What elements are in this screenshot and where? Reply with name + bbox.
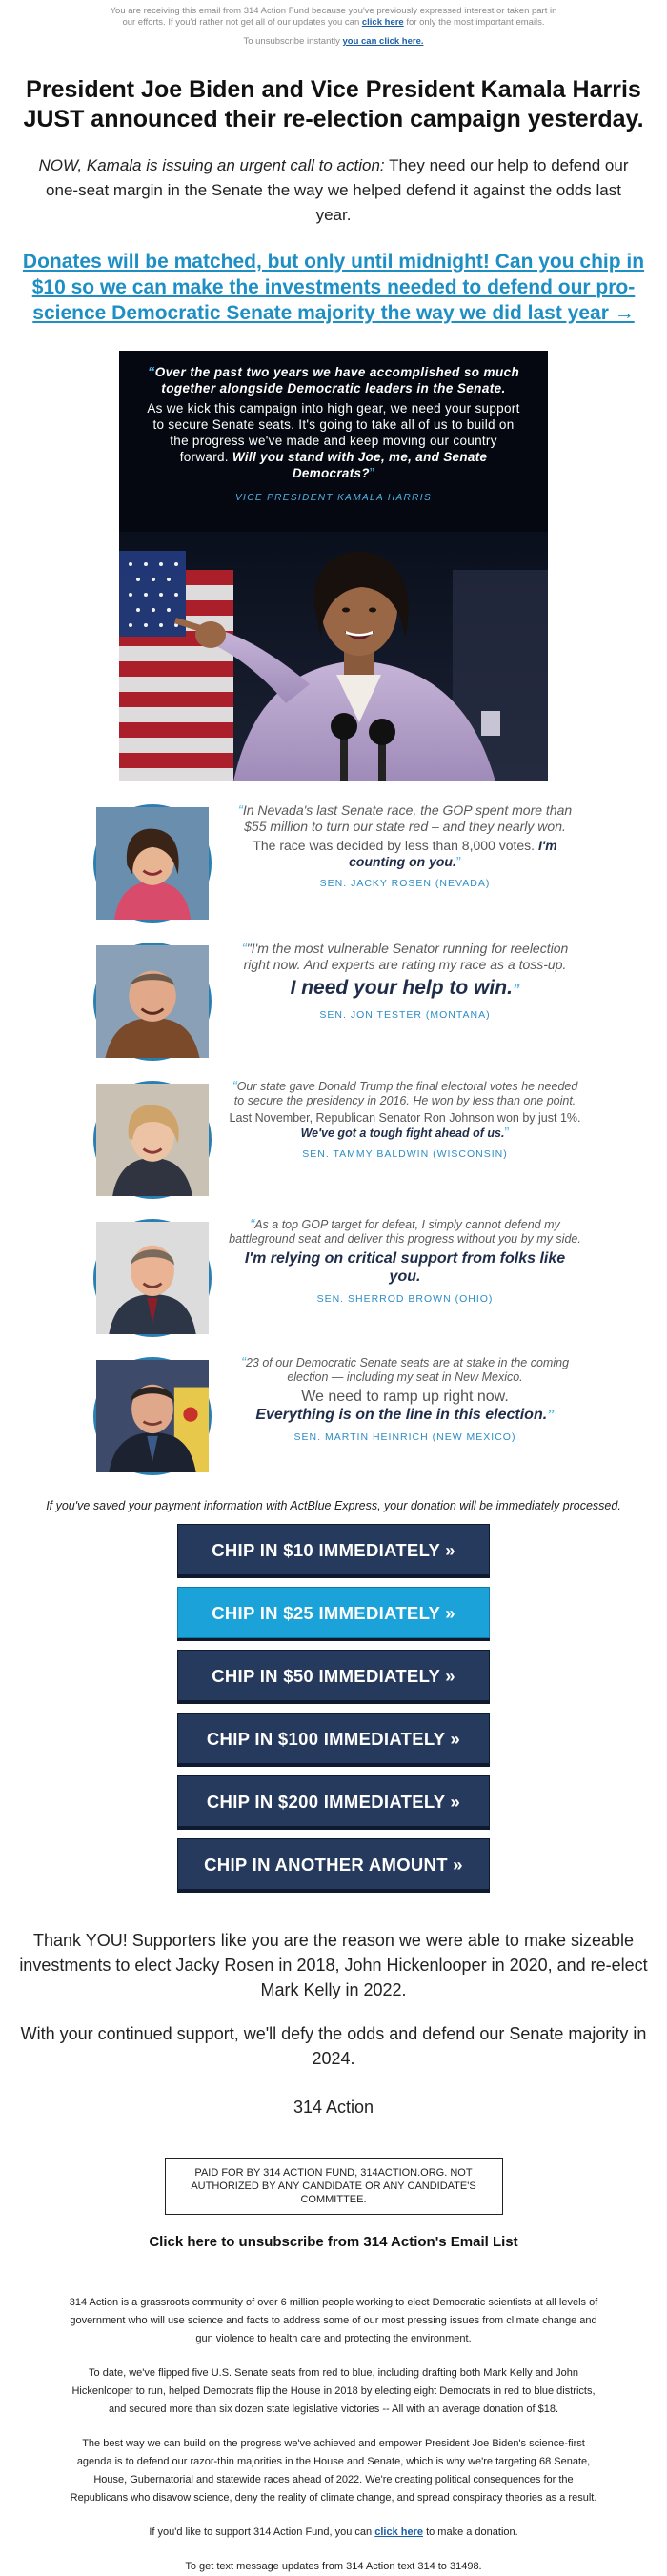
brown-quote bbox=[229, 1217, 581, 1305]
heinrich-attribution: SEN. MARTIN HEINRICH (NEW MEXICO) bbox=[293, 1431, 516, 1443]
open-quote-icon: “ bbox=[147, 364, 155, 380]
american-flag bbox=[119, 551, 233, 781]
heinrich-quote-1: 23 of our Democratic Senate seats are at stake in the coming election — including my seat in New Mexico. bbox=[245, 1356, 570, 1384]
thank-you-paragraph: Thank YOU! Supporters like you are the reason we were able to make sizeable investments to elect Jacky Rosen in 2018, John Hickenlooper in 2020, and re-elect Mark Kelly in 2022. bbox=[19, 1931, 648, 1999]
tester-attribution: SEN. JON TESTER (MONTANA) bbox=[319, 1009, 491, 1021]
footer-about: 314 Action is a grassroots community of over 6 million people working to elect Democratic scientists at all levels of government who will use science and facts to address some of our most pressing issues from climate change and gun violence to health care and protecting the environment. bbox=[69, 2297, 598, 2344]
baldwin-attribution: SEN. TAMMY BALDWIN (WISCONSIN) bbox=[302, 1148, 508, 1160]
paid-for-disclaimer: PAID FOR BY 314 ACTION FUND, 314ACTION.ORG. NOT AUTHORIZED BY ANY CANDIDATE OR ANY CANDIDATE'S COMMITTEE. bbox=[165, 2158, 503, 2215]
intro-paragraph bbox=[0, 153, 667, 228]
brown-quote-1: As a top GOP target for defeat, I simply cannot defend my battleground seat and deliver this progress without you by my side. bbox=[229, 1218, 581, 1246]
open-quote-icon: “ bbox=[240, 1354, 246, 1370]
rosen-quote bbox=[229, 802, 581, 889]
baldwin-quote-2: Last November, Republican Senator Ron Johnson won by just 1%. bbox=[229, 1111, 581, 1125]
baldwin-photo bbox=[93, 1081, 212, 1199]
heinrich-quote-big: Everything is on the line in this election.” bbox=[255, 1407, 555, 1423]
heinrich-quote-2: We need to ramp up right now. bbox=[301, 1389, 509, 1405]
headline: President Joe Biden and Vice President Kamala Harris JUST announced their re-election campaign yesterday. bbox=[23, 76, 644, 132]
rosen-quote-1: In Nevada's last Senate race, the GOP spent more than $55 million to turn our state red – and they nearly won. bbox=[242, 802, 573, 834]
preheader-text: You are receiving this email from 314 Action Fund because you've previously expressed interest or taken part in our efforts. If you'd rather not get all of our updates you can bbox=[110, 6, 557, 28]
preheader bbox=[0, 0, 667, 29]
close-quote-icon: ” bbox=[512, 982, 520, 998]
rosen-photo bbox=[93, 804, 212, 923]
heinrich-quote bbox=[229, 1355, 581, 1443]
rosen-attribution: SEN. JACKY ROSEN (NEVADA) bbox=[319, 878, 491, 889]
preheader-suffix: for only the most important emails. bbox=[406, 17, 545, 28]
donate-cta-link[interactable]: Donates will be matched, but only until midnight! Can you chip in $10 so we can make the investments needed to defend our pro-science Democratic Senate majority the way we did last year → bbox=[22, 251, 645, 324]
brown-attribution: SEN. SHERROD BROWN (OHIO) bbox=[316, 1293, 494, 1305]
hero-attribution: VICE PRESIDENT KAMALA HARRIS bbox=[234, 493, 433, 503]
baldwin-quote-1: Our state gave Donald Trump the final electoral votes he needed to secure the presidency in 2016. He won by less than one point. bbox=[233, 1080, 578, 1107]
tester-photo bbox=[93, 943, 212, 1061]
intro-body: They need our help to defend our one-seat margin in the Senate the way we helped defend it against the odds last year. bbox=[46, 156, 629, 224]
rosen-quote-bold: I'm counting on you. bbox=[349, 838, 557, 869]
chip-in-10-button[interactable]: CHIP IN $10 IMMEDIATELY » bbox=[177, 1524, 490, 1575]
preheader-link[interactable]: click here bbox=[361, 17, 404, 28]
senator-tester[interactable] bbox=[76, 933, 591, 1071]
senator-brown[interactable] bbox=[76, 1209, 591, 1348]
close-quote-icon: ” bbox=[455, 854, 461, 870]
footer-record: To date, we've flipped five U.S. Senate seats from red to blue, including drafting both Mark Kelly and John Hickenlooper to run, helped Democrats flip the House in 2018 by electing eight Democrats in red to blue districts, and secured more than six dozen state legislative victories -- All with an average donation of $18. bbox=[71, 2367, 596, 2415]
tester-quote-big: I need your help to win.” bbox=[290, 977, 520, 999]
kamala-harris-photo bbox=[119, 532, 548, 781]
hero-quote-bold: “Over the past two years we have accomplished so much together alongside Democratic leaders in the Senate. bbox=[147, 364, 520, 396]
unsubscribe-link[interactable]: Click here to unsubscribe from 314 Action's Email List bbox=[149, 2234, 518, 2250]
continued-support-paragraph: With your continued support, we'll defy the odds and defend our Senate majority in 2024. bbox=[20, 2024, 647, 2068]
chip-in-other-amount-button[interactable]: CHIP IN ANOTHER AMOUNT » bbox=[177, 1838, 490, 1890]
senator-baldwin[interactable] bbox=[76, 1071, 591, 1209]
hero-quote-ask: Will you stand with Joe, me, and Senate Democrats? bbox=[232, 450, 488, 480]
chip-in-200-button[interactable]: CHIP IN $200 IMMEDIATELY » bbox=[177, 1775, 490, 1827]
hero-quote-rest: As we kick this campaign into high gear, we need your support to secure Senate seats. It's going to take all of us to build on the progress we've made and keep moving our country forward. Will you stand with Joe, me, and Senate Democrats?” bbox=[147, 401, 520, 481]
baldwin-quote bbox=[229, 1079, 581, 1160]
unsubscribe-top-link[interactable]: you can click here. bbox=[342, 36, 424, 47]
open-quote-icon: “ bbox=[232, 1078, 237, 1094]
brown-quote-big: I'm relying on critical support from folks like you. bbox=[244, 1250, 566, 1285]
close-quote-icon: ” bbox=[504, 1125, 510, 1141]
intro-lead: NOW, Kamala is issuing an urgent call to action: bbox=[38, 156, 385, 174]
chip-in-50-button[interactable]: CHIP IN $50 IMMEDIATELY » bbox=[177, 1650, 490, 1701]
tester-quote bbox=[229, 941, 581, 1021]
chip-in-25-button[interactable]: CHIP IN $25 IMMEDIATELY » bbox=[177, 1587, 490, 1638]
footer-donate-link[interactable]: click here bbox=[374, 2526, 423, 2538]
unsubscribe-top-prefix: To unsubscribe instantly bbox=[243, 36, 340, 47]
footer bbox=[0, 2294, 667, 2576]
footer-sms: To get text message updates from 314 Action text 314 to 31498. bbox=[185, 2561, 482, 2572]
actblue-note: If you've saved your payment information with ActBlue Express, your donation will be immediately processed. bbox=[46, 1499, 621, 1512]
brown-photo bbox=[93, 1219, 212, 1337]
close-quote-icon: ” bbox=[547, 1407, 555, 1423]
senator-rosen[interactable] bbox=[76, 795, 591, 933]
tester-quote-1: "I'm the most vulnerable Senator running for reelection right now. And experts are rating my race as a toss-up. bbox=[243, 941, 569, 972]
open-quote-icon: “ bbox=[237, 802, 243, 819]
footer-support: If you'd like to support 314 Action Fund, you can click here to make a donation. bbox=[149, 2526, 518, 2538]
close-quote-icon: ” bbox=[369, 465, 375, 481]
open-quote-icon: “ bbox=[250, 1216, 255, 1232]
open-quote-icon: “ bbox=[241, 941, 247, 957]
signature: 314 Action bbox=[293, 2098, 374, 2117]
hero-text bbox=[119, 351, 548, 503]
footer-strategy: The best way we can build on the progress we've achieved and empower President Joe Biden's science-first agenda is to defend our razor-thin majorities in the House and Senate, which is why we're targeting 68 Senate, House, Gubernatorial and statewide races ahead of 2022. We're creating political consequences for the Republicans who disavow science, deny the reality of climate change, and spread conspiracy theories as a result. bbox=[70, 2438, 597, 2504]
heinrich-photo bbox=[93, 1357, 212, 1475]
senator-heinrich[interactable] bbox=[76, 1348, 591, 1486]
hero-banner[interactable] bbox=[119, 351, 548, 781]
rosen-quote-2: The race was decided by less than 8,000 votes. bbox=[253, 838, 536, 853]
baldwin-quote-bold: We've got a tough fight ahead of us. bbox=[300, 1126, 505, 1140]
unsubscribe-top bbox=[0, 36, 667, 47]
chip-in-100-button[interactable]: CHIP IN $100 IMMEDIATELY » bbox=[177, 1713, 490, 1764]
